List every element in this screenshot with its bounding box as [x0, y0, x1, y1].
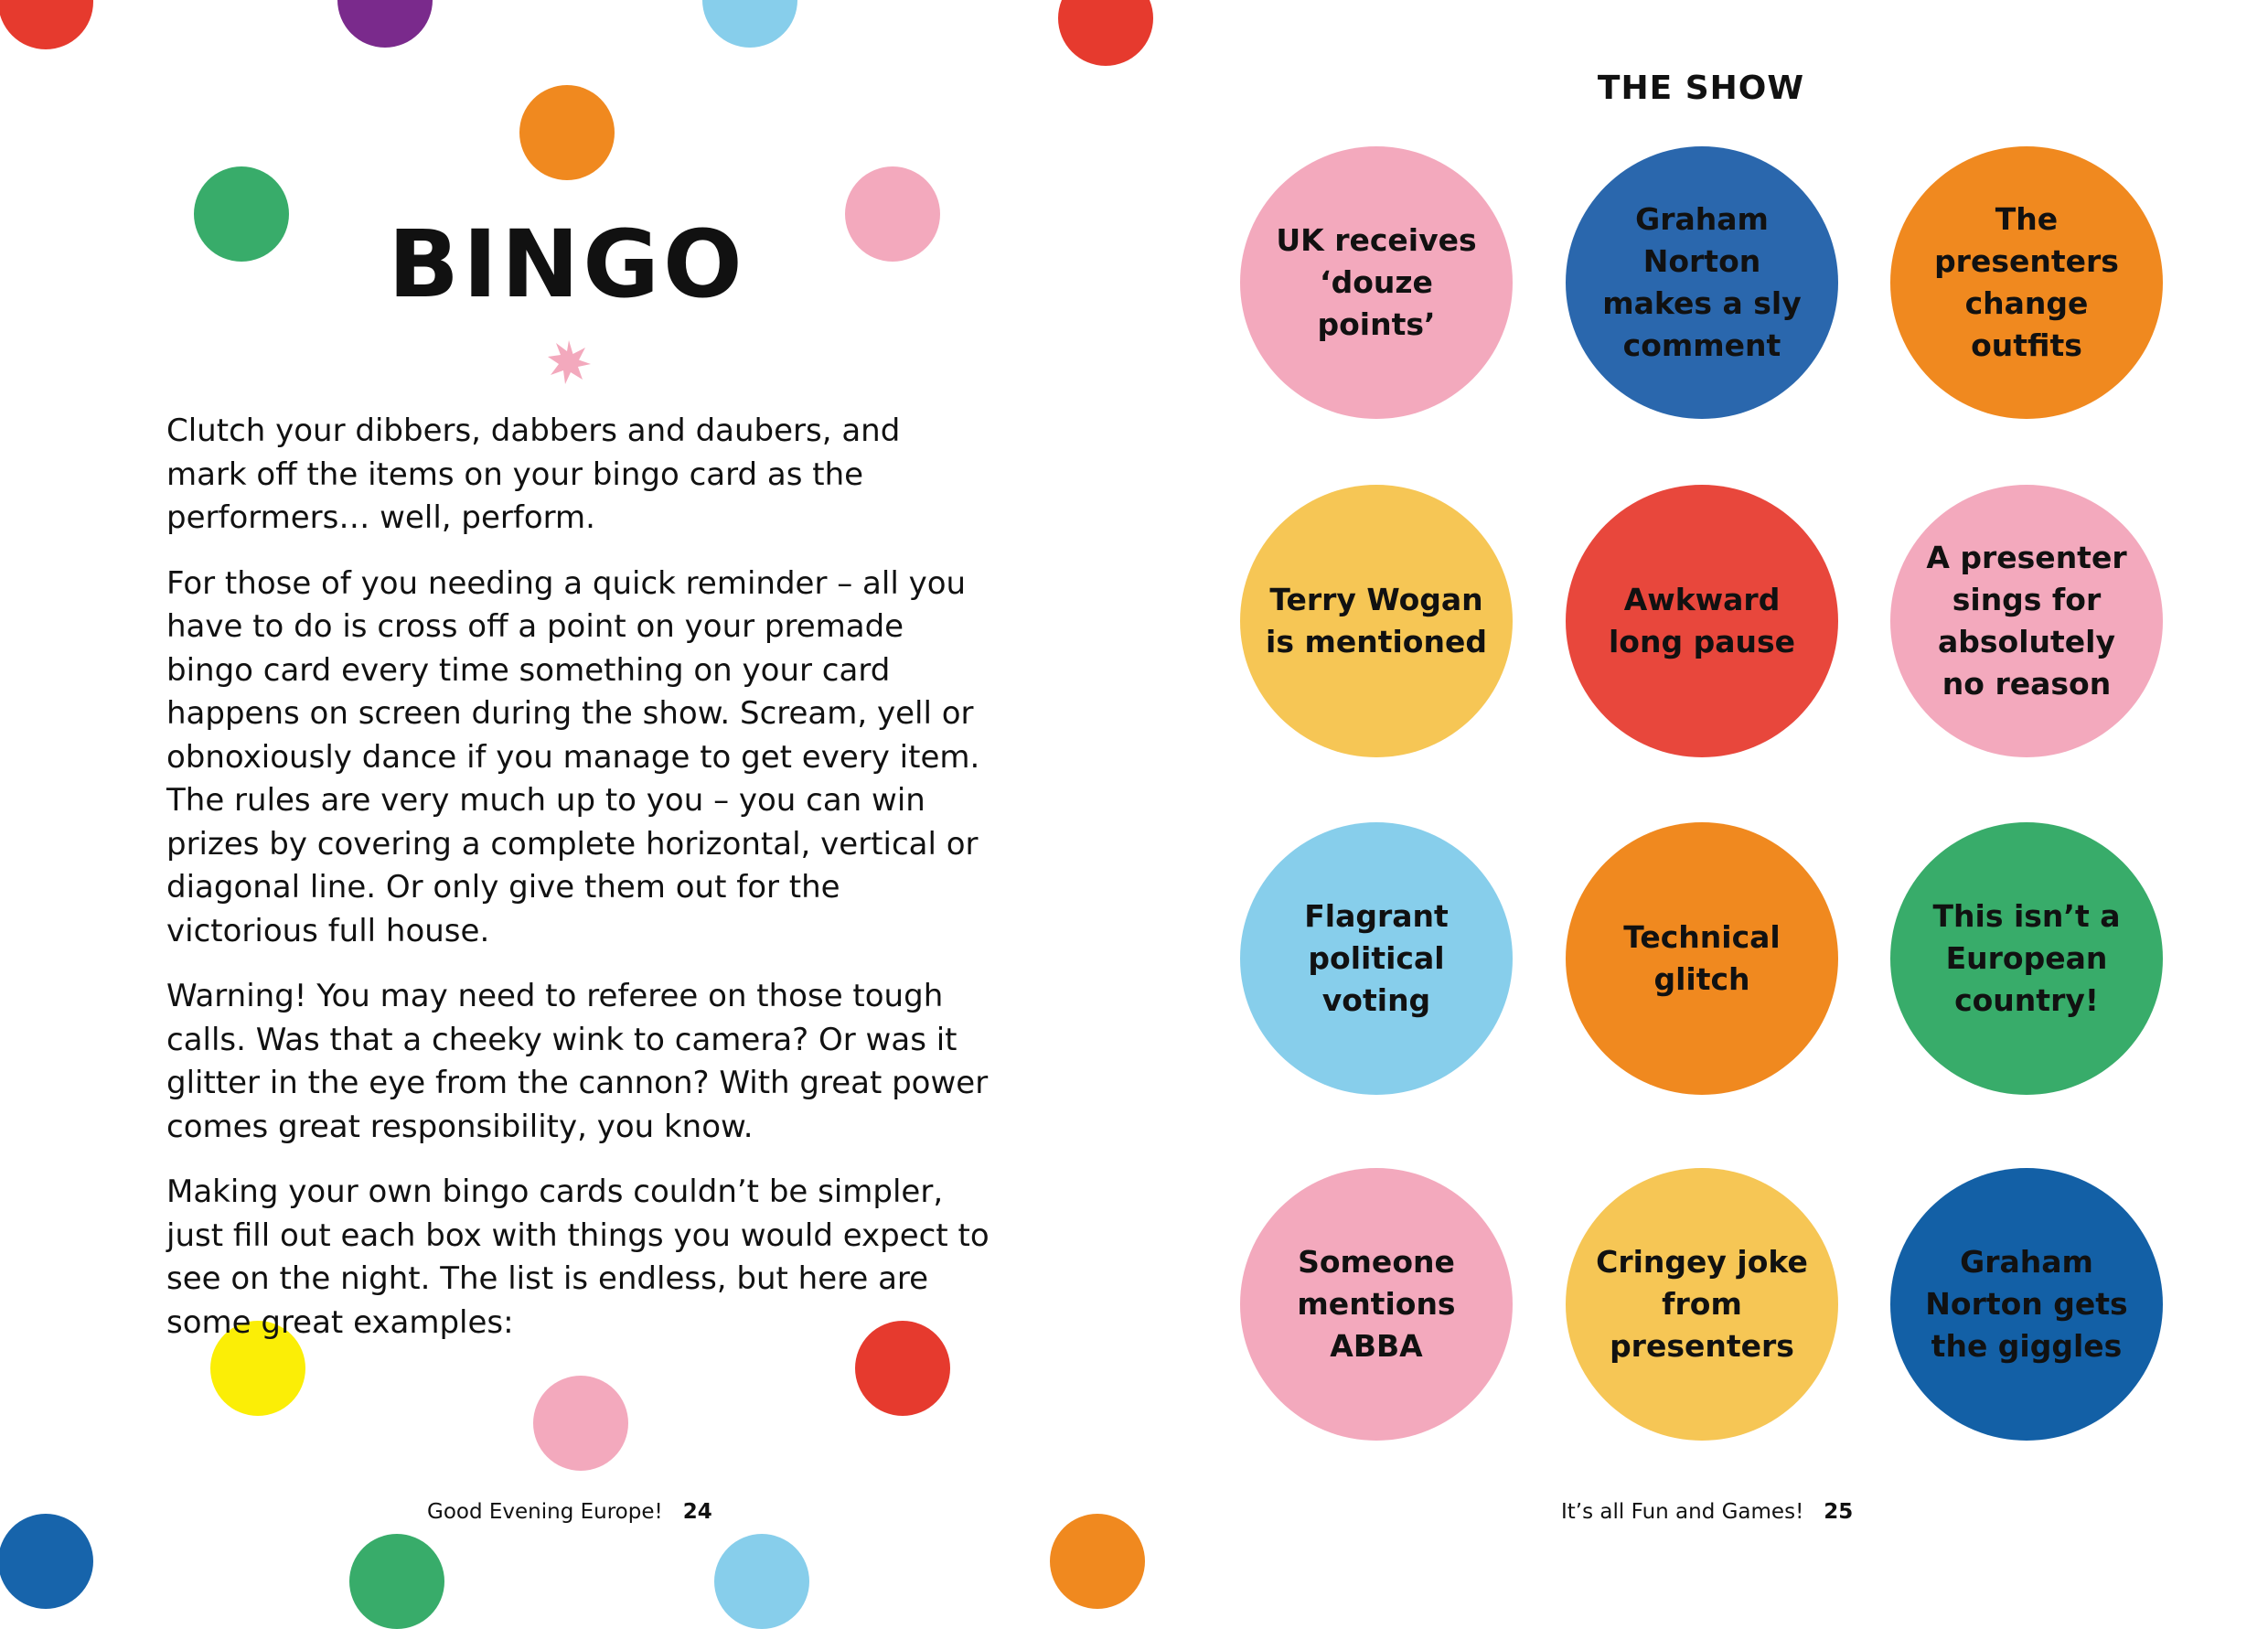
bingo-circle: [1566, 485, 1838, 757]
bingo-item-label: Graham Norton makes a sly comment: [1602, 201, 1802, 363]
page-number: 25: [1824, 1500, 1854, 1524]
bingo-circle: [1240, 822, 1513, 1095]
bingo-circle: [1890, 822, 2163, 1095]
bingo-circle: [1566, 822, 1838, 1095]
bingo-item-label: Flagrant political voting: [1304, 898, 1449, 1018]
bingo-item-label: The presenters change outfits: [1934, 201, 2119, 363]
page-number: 24: [682, 1500, 712, 1524]
bingo-item-label: Cringey joke from presenters: [1596, 1244, 1808, 1364]
intro-text: [166, 410, 990, 1366]
cards-paragraph: Making your own bingo cards couldn’t be simpler, just fill out each box with things you would expect to see on the night. The list is endless, but here are some great examples:: [166, 1174, 990, 1341]
bingo-circle: [1566, 1168, 1838, 1441]
bingo-item-label: UK receives ‘douze points’: [1276, 222, 1477, 342]
bingo-grid: [1240, 146, 2162, 1445]
bingo-item-label: This isn’t a European country!: [1932, 898, 2121, 1018]
bingo-item-label: Graham Norton gets the giggles: [1925, 1244, 2128, 1364]
footer-right: [1561, 1500, 1853, 1524]
warning-paragraph: Warning! You may need to referee on those tough calls. Was that a cheeky wink to camera? Or was it glitter in the eye from the cannon? With great power comes great responsibility, you know.: [166, 978, 989, 1145]
bingo-circle: [1240, 146, 1513, 419]
bingo-circle: [1240, 485, 1513, 757]
bingo-circle: [1890, 146, 2163, 419]
bingo-circle: [1240, 1168, 1513, 1441]
footer-title: Good Evening Europe!: [427, 1500, 663, 1524]
bingo-item-label: Technical glitch: [1623, 919, 1781, 997]
bingo-item-label: Terry Wogan is mentioned: [1266, 582, 1487, 659]
left-page: [0, 0, 1134, 1588]
bingo-item-label: A presenter sings for absolutely no reason: [1926, 540, 2127, 702]
footer-left: [427, 1500, 712, 1524]
intro-paragraph: Clutch your dibbers, dabbers and daubers, and mark off the items on your bingo card as the performers… well, perform.: [166, 413, 901, 536]
bingo-circle: [1566, 146, 1838, 419]
footer-title: It’s all Fun and Games!: [1561, 1500, 1804, 1524]
page-title: BINGO: [388, 210, 746, 319]
bingo-item-label: Awkward long pause: [1609, 582, 1795, 659]
section-heading: THE SHOW: [1597, 70, 1805, 107]
bingo-item-label: Someone mentions ABBA: [1297, 1244, 1456, 1364]
rules-paragraph: For those of you needing a quick reminder – all you have to do is cross off a point on your premade bingo card every time something on your card happens on screen during the show. Scream, yell or obnoxiously dance if you manage to get every item. The rules are very much up to you – you can win prizes by covering a complete horizontal, vertical or diagonal line. Or only give them out for the victorious full house.: [166, 564, 980, 949]
bingo-circle: [1890, 485, 2163, 757]
bingo-circle: [1890, 1168, 2163, 1441]
star-icon: [545, 338, 593, 386]
